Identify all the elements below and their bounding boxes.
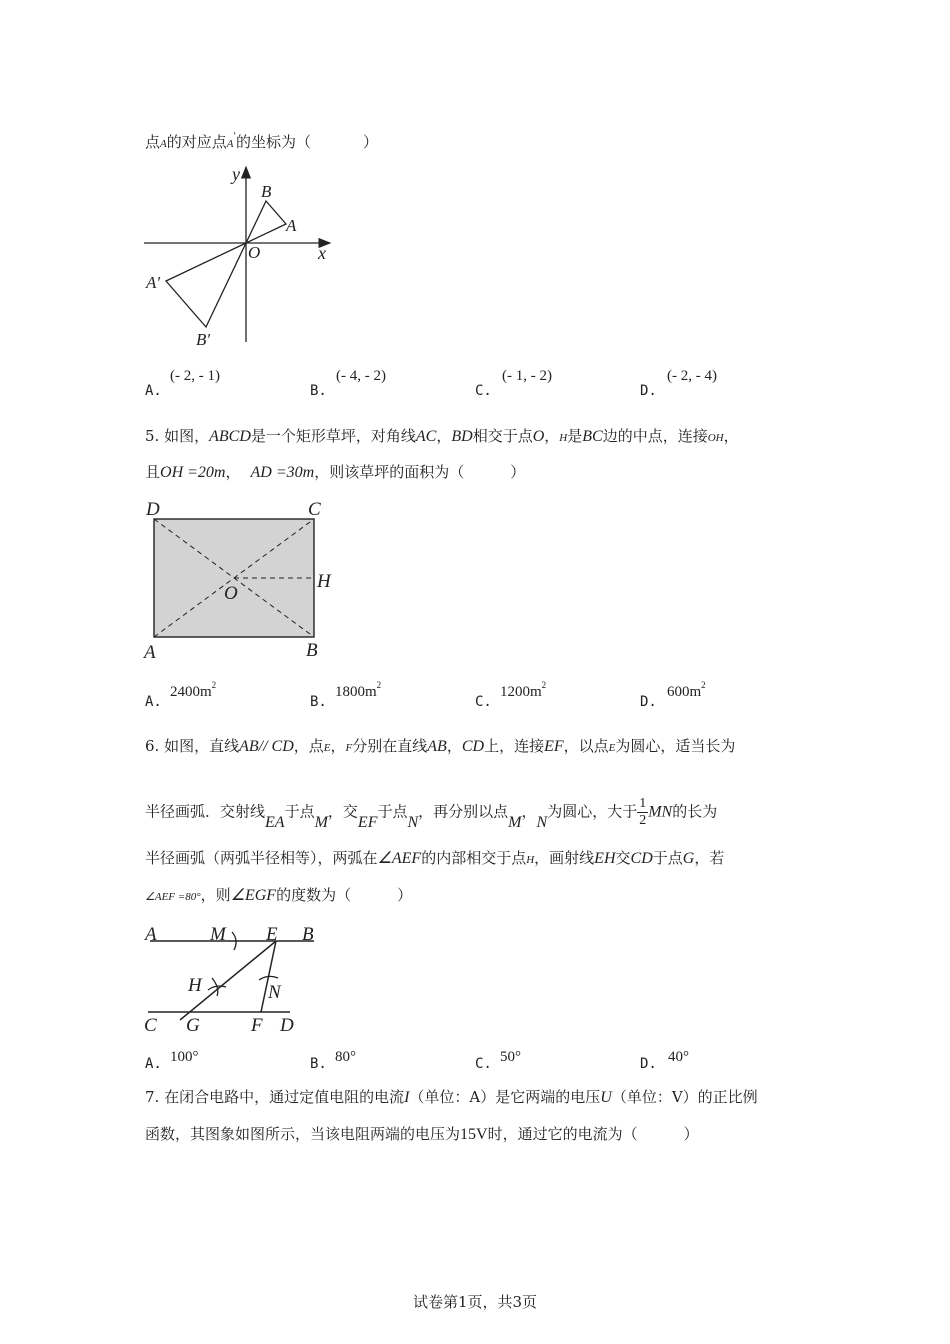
label-a: A xyxy=(144,642,156,663)
label-g: G xyxy=(186,1015,200,1036)
q6-var: N xyxy=(407,813,419,831)
q6-text: 的内部相交于点 xyxy=(421,849,527,867)
q6-text: ， xyxy=(330,737,346,755)
label-b: B xyxy=(306,640,318,661)
q6-text: 分别在直线 xyxy=(352,737,428,755)
q6-var: CD xyxy=(461,738,485,755)
q6-text: ，则 xyxy=(200,886,231,904)
q6-text: ， xyxy=(521,802,537,821)
q6-text: 上，连接 xyxy=(484,737,545,755)
q6-text: ，再分别以点 xyxy=(418,802,509,821)
q7-var: U xyxy=(600,1089,612,1106)
q6-var: MN xyxy=(648,803,673,821)
q5-option-d-text: 600m xyxy=(667,684,702,700)
q5-text: ， xyxy=(225,463,241,481)
q6-text: 的度数为（ xyxy=(276,886,352,904)
label-a-prime: A′ xyxy=(146,273,161,292)
q7-text: 函数，其图象如图所示，当该电阻两端的电压为 xyxy=(145,1125,461,1143)
q5-option-a-text: 2400m xyxy=(170,684,212,700)
q6-var: H xyxy=(526,854,535,866)
label-h: H xyxy=(317,571,331,592)
q6-stem-line2 xyxy=(145,796,717,829)
label-d: D xyxy=(280,1015,294,1036)
q5-text: 是一个矩形草坪，对角线 xyxy=(250,427,416,445)
label-o: O xyxy=(224,583,238,604)
q5-paren: ） xyxy=(510,463,526,481)
q5-option-c-letter[interactable]: C. xyxy=(475,694,492,710)
q6-condition: ∠AEF =80° xyxy=(145,891,201,903)
q4-option-c-letter[interactable]: C. xyxy=(475,383,492,399)
q5-var: BD xyxy=(451,428,473,445)
q6-var: G xyxy=(682,850,695,867)
page-footer: 试卷第1页，共3页 xyxy=(412,1293,538,1311)
label-c: C xyxy=(144,1015,157,1036)
q6-option-b-letter[interactable]: B. xyxy=(310,1056,327,1072)
q5-text: ，则该草坪的面积为（ xyxy=(314,463,465,481)
q6-option-d-value: 40° xyxy=(668,1049,689,1065)
q6-text: 于点 xyxy=(284,802,315,821)
q6-var: EA xyxy=(265,813,285,831)
q6-text: 于点 xyxy=(377,802,408,821)
q5-var: OH xyxy=(707,432,724,444)
label-e: E xyxy=(266,924,278,945)
label-x: x xyxy=(318,243,326,263)
q6-option-a-letter[interactable]: A. xyxy=(145,1056,162,1072)
q7-stem-line2 xyxy=(145,1124,699,1145)
q5-option-a-letter[interactable]: A. xyxy=(145,694,162,710)
q4-option-d-letter[interactable]: D. xyxy=(640,383,657,399)
q6-var: M xyxy=(314,813,328,831)
q6-text: 6. 如图，直线 xyxy=(145,737,240,755)
label-y: y xyxy=(232,164,240,184)
label-b-prime: B′ xyxy=(196,330,211,349)
q4-option-a-letter[interactable]: A. xyxy=(145,383,162,399)
q5-text: 相交于点 xyxy=(472,427,533,445)
label-n: N xyxy=(268,982,281,1003)
q5-option-a-sup: 2 xyxy=(211,680,217,690)
q6-var: N xyxy=(536,813,548,831)
q6-var: M xyxy=(508,813,522,831)
fraction-denominator: 2 xyxy=(639,813,647,828)
q4-var-a-prime: A xyxy=(226,138,234,150)
label-a: A xyxy=(286,216,297,235)
label-d: D xyxy=(146,499,160,520)
q6-var: CD xyxy=(630,850,653,867)
label-h: H xyxy=(188,975,202,996)
q6-text: ，若 xyxy=(694,849,725,867)
q6-var: F xyxy=(345,742,353,754)
q5-option-c-sup: 2 xyxy=(541,680,547,690)
q6-text: 半径画弧．交射线 xyxy=(145,802,266,821)
q5-figure xyxy=(140,497,340,662)
q6-option-a-value: 100° xyxy=(170,1049,199,1065)
q6-option-c-letter[interactable]: C. xyxy=(475,1056,492,1072)
q4-figure xyxy=(140,160,340,350)
q6-text: ，点 xyxy=(293,737,324,755)
q4-option-b-value: (- 4, - 2) xyxy=(336,368,386,384)
q5-equation: OH =20m xyxy=(160,464,226,481)
q7-text: （单位：A）是它两端的电压 xyxy=(409,1088,601,1106)
q4-stem xyxy=(145,127,378,154)
label-f: F xyxy=(251,1015,263,1036)
q7-text: （单位：V）的正比例 xyxy=(611,1088,758,1106)
q4-text: 的对应点 xyxy=(166,133,227,151)
q5-var: AC xyxy=(415,428,437,445)
q5-text: ， xyxy=(436,427,452,445)
q5-var: ABCD xyxy=(209,428,251,445)
q6-var: ∠AEF xyxy=(377,850,422,867)
q5-option-d-letter[interactable]: D. xyxy=(640,694,657,710)
q6-var: AB// CD xyxy=(239,738,294,755)
q4-paren: ） xyxy=(363,133,379,151)
q5-option-b-text: 1800m xyxy=(335,684,377,700)
q6-stem-line4 xyxy=(145,885,412,907)
q5-var: BC xyxy=(582,428,603,445)
q6-var: ∠EGF xyxy=(230,887,277,904)
q7-paren: ） xyxy=(683,1125,699,1143)
q6-text: ，以点 xyxy=(563,737,609,755)
q6-option-d-letter[interactable]: D. xyxy=(640,1056,657,1072)
q6-option-c-value: 50° xyxy=(500,1049,521,1065)
q6-text: 半径画弧（两弧半径相等），两弧在 xyxy=(145,849,378,867)
q4-text: 的坐标为（ xyxy=(235,133,311,151)
q4-option-b-letter[interactable]: B. xyxy=(310,383,327,399)
q6-paren: ） xyxy=(397,886,413,904)
q4-option-a-value: (- 2, - 1) xyxy=(170,368,220,384)
q5-text: 5. 如图， xyxy=(145,427,210,445)
q6-text: ，交 xyxy=(327,802,358,821)
label-b: B xyxy=(302,924,314,945)
q5-option-c-text: 1200m xyxy=(500,684,542,700)
label-a: A xyxy=(145,924,157,945)
q7-text: 7. 在闭合电路中，通过定值电阻的电流 xyxy=(145,1088,405,1106)
q6-text: 为圆心，适当长为 xyxy=(615,737,736,755)
q5-text: 是 xyxy=(567,427,583,445)
q6-var: EF xyxy=(544,738,564,755)
q6-var: EF xyxy=(357,813,378,831)
q5-option-b-letter[interactable]: B. xyxy=(310,694,327,710)
q4-option-d-value: (- 2, - 4) xyxy=(667,368,717,384)
fraction-numerator: 1 xyxy=(639,796,647,811)
q6-text: 的长为 xyxy=(672,802,718,821)
q4-prime-mark: ' xyxy=(233,132,236,142)
q6-var: E xyxy=(608,742,616,754)
q6-text: 于点 xyxy=(652,849,683,867)
q5-text: 边的中点，连接 xyxy=(602,427,708,445)
q6-text: ， xyxy=(446,737,462,755)
q6-stem-line1 xyxy=(145,736,735,758)
label-b: B xyxy=(261,182,272,201)
q6-var: EH xyxy=(594,850,616,867)
q7-var: I xyxy=(404,1089,410,1106)
q5-var: H xyxy=(559,432,568,444)
q5-text: ， xyxy=(723,427,739,445)
q5-option-b-sup: 2 xyxy=(376,680,382,690)
q6-stem-line3 xyxy=(145,848,724,870)
q5-option-d-value xyxy=(667,680,706,701)
q5-stem-line1 xyxy=(145,426,739,448)
label-c: C xyxy=(308,499,321,520)
q6-var: AB xyxy=(427,738,447,755)
q5-option-b-value xyxy=(335,680,381,701)
q5-option-c-value xyxy=(500,680,546,701)
q6-var: E xyxy=(323,742,331,754)
q6-text: 交 xyxy=(615,849,631,867)
q4-var-a: A xyxy=(160,138,167,150)
label-m: M xyxy=(210,924,226,945)
q5-var: O xyxy=(532,428,545,445)
fraction-one-half xyxy=(637,796,648,829)
triangle-oa1b1 xyxy=(166,243,246,327)
q6-text: ，画射线 xyxy=(534,849,595,867)
q7-text: 时，通过它的电流为（ xyxy=(487,1125,638,1143)
q5-option-d-sup: 2 xyxy=(701,680,706,690)
q6-figure xyxy=(140,918,340,1038)
q5-text: 且 xyxy=(145,463,161,481)
q4-text: 点 xyxy=(145,133,161,151)
q4-option-c-value: (- 1, - 2) xyxy=(502,368,552,384)
q6-text: 为圆心，大于 xyxy=(547,802,638,821)
q7-value: 15V xyxy=(460,1126,488,1143)
q7-stem-line1 xyxy=(145,1087,758,1108)
q5-text: ， xyxy=(544,427,560,445)
triangle-oab xyxy=(246,201,286,243)
label-o: O xyxy=(248,243,261,262)
q6-option-b-value: 80° xyxy=(335,1049,356,1065)
q5-equation: AD =30m xyxy=(250,464,315,481)
q5-stem-line2 xyxy=(145,462,525,483)
q5-option-a-value xyxy=(170,680,216,701)
